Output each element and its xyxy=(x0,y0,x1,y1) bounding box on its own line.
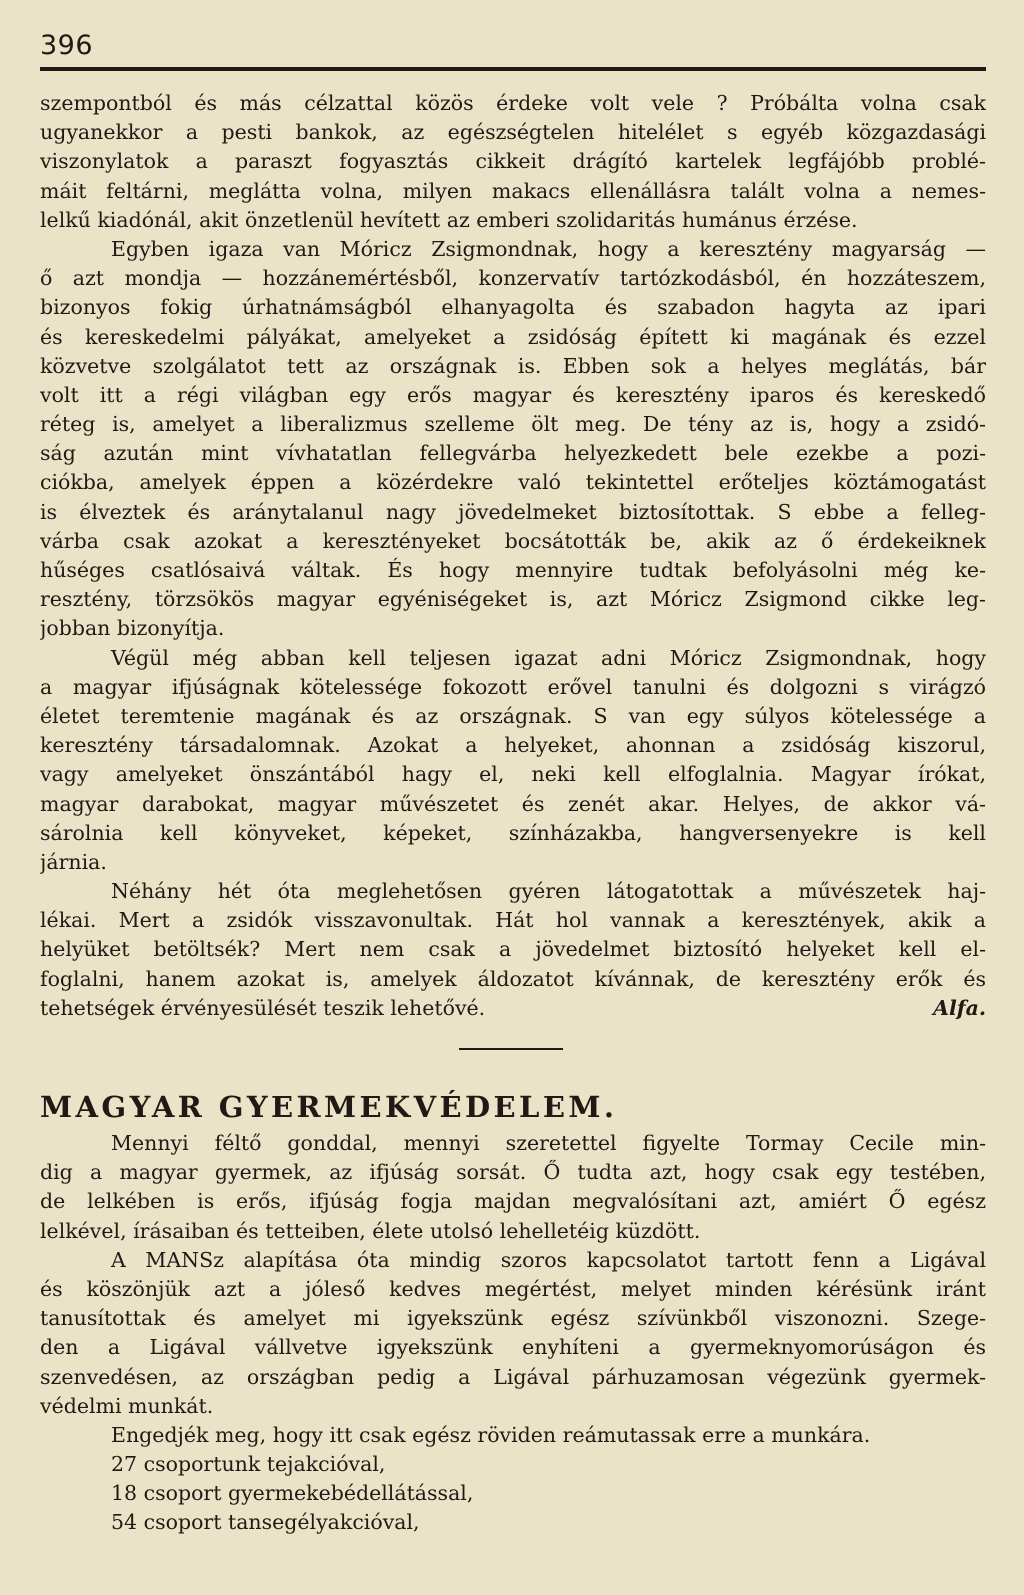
section-heading: MAGYAR GYERMEKVÉDELEM. xyxy=(40,1090,618,1124)
text-line: járnia. xyxy=(40,849,107,874)
text-line: Mennyi féltő gonddal, mennyi szeretettel figyelte Tormay Cecile min- xyxy=(111,1131,986,1155)
text-line: réteg is, amelyet a liberalizmus szelleme ölt meg. De tény az is, hogy a zsidó- xyxy=(40,412,986,437)
text-line: volt itt a régi világban egy erős magyar és keresztény iparos és kereskedő xyxy=(40,382,986,407)
text-line: ság azután mint vívhatatlan fellegvárba helyezkedett bele ezekbe a pozi- xyxy=(40,441,986,466)
text-line: sárolnia kell könyveket, képeket, színházakba, hangversenyekre is kell xyxy=(40,820,986,845)
text-line: dig a magyar gyermek, az ifjúság sorsát. Ő tudta azt, hogy csak egy testében, xyxy=(40,1160,986,1185)
text-line: resztény, törzsökös magyar egyéniségeket is, azt Móricz Zsigmond cikke leg- xyxy=(40,587,986,612)
text-line-content: tehetségek érvényesülését teszik lehetővé. xyxy=(40,995,486,1020)
text-line: ő azt mondja — hozzánemértésből, konzervatív tartózkodásból, én hozzáteszem, xyxy=(40,266,986,291)
text-line: és kereskedelmi pályákat, amelyeket a zsidóság épített ki magának és ezzel xyxy=(40,324,986,349)
text-line: várba csak azokat a keresztényeket bocsátották be, akik az ő érdekeiknek xyxy=(40,528,986,553)
text-line: magyar darabokat, magyar művészetet és zenét akar. Helyes, de akkor vá- xyxy=(40,791,986,816)
text-line: 27 csoportunk tejakcióval, xyxy=(111,1452,386,1477)
text-line: helyüket betöltsék? Mert nem csak a jövedelmet biztosító helyeket kell el- xyxy=(40,937,986,962)
text-line: máit feltárni, meglátta volna, milyen makacs ellenállásra talált volna a nemes- xyxy=(40,178,986,203)
text-line: lelkű kiadónál, akit önzetlenül hevített az emberi szolidaritás humánus érzése. xyxy=(40,207,858,232)
text-line: ugyanekkor a pesti bankok, az egészségtelen hitelélet s egyéb közgazdasági xyxy=(40,120,986,145)
text-line: szempontból és más célzattal közös érdeke volt vele ? Próbálta volna csak xyxy=(40,91,986,115)
author-signature: Alfa. xyxy=(933,995,986,1020)
text-line: foglalni, hanem azokat is, amelyek áldozatot kívánnak, de keresztény erők és xyxy=(40,966,986,991)
text-line: jobban bizonyítja. xyxy=(40,616,225,641)
text-line: 18 csoport gyermekebédellátással, xyxy=(111,1481,474,1506)
text-line: 54 csoport tansegélyakcióval, xyxy=(111,1510,420,1535)
text-line: hűséges csatlósaivá váltak. És hogy mennyire tudtak befolyásolni még ke- xyxy=(40,558,986,582)
text-line: védelmi munkát. xyxy=(40,1393,214,1418)
text-line: bizonyos fokig úrhatnámságból elhanyagolta és szabadon hagyta az ipari xyxy=(40,295,986,320)
text-line: a magyar ifjúságnak kötelessége fokozott erővel tanulni és dolgozni s virágzó xyxy=(40,674,986,699)
text-line: ciókba, amelyek éppen a közérdekre való tekintettel erőteljes köztámogatást xyxy=(40,470,986,495)
text-line: Végül még abban kell teljesen igazat adni Móricz Zsigmondnak, hogy xyxy=(111,645,986,670)
text-line: keresztény társadalomnak. Azokat a helyeket, ahonnan a zsidóság kiszorul, xyxy=(40,733,986,758)
text-line: lelkével, írásaiban és tetteiben, élete utolsó lehelletéig küzdött. xyxy=(40,1218,701,1243)
page-number: 396 xyxy=(40,30,94,61)
text-line: lékai. Mert a zsidók visszavonultak. Hát hol vannak a keresztények, akik a xyxy=(40,908,986,933)
text-line: A MANSz alapítása óta mindig szoros kapcsolatot tartott fenn a Ligával xyxy=(111,1247,986,1272)
text-line: de lelkében is erős, ifjúság fogja majdan megvalósítani azt, amiért Ő egész xyxy=(40,1189,986,1214)
section-divider xyxy=(459,1048,563,1050)
text-line: tanusítottak és amelyet mi igyekszünk egész szívünkből viszonozni. Szege- xyxy=(40,1306,986,1331)
article-alfa-body xyxy=(40,89,986,1023)
text-line: den a Ligával vállvetve igyekszünk enyhíteni a gyermeknyomorúságon és xyxy=(40,1335,986,1360)
text-line: közvetve szolgálatot tett az országnak is. Ebben sok a helyes meglátás, bár xyxy=(40,353,986,378)
article-gyermekvedelem-body xyxy=(40,1129,986,1538)
text-line: is élveztek és aránytalanul nagy jövedelmeket biztosítottak. S ebbe a felleg- xyxy=(40,499,986,524)
text-line xyxy=(40,994,986,1023)
text-line: Egyben igaza van Móricz Zsigmondnak, hogy a keresztény magyarság — xyxy=(111,236,986,261)
header-rule xyxy=(40,67,986,71)
text-line: életet teremtenie magának és az országnak. S van egy súlyos kötelessége a xyxy=(40,703,986,728)
text-line: viszonylatok a paraszt fogyasztás cikkeit drágító kartelek legfájóbb problé- xyxy=(40,149,986,174)
text-line: szenvedésen, az országban pedig a Ligával párhuzamosan végezünk gyermek- xyxy=(40,1364,986,1389)
text-line: Engedjék meg, hogy itt csak egész röviden reámutassak erre a munkára. xyxy=(111,1422,871,1447)
text-line: és köszönjük azt a jóleső kedves megértést, melyet minden kérésünk iránt xyxy=(40,1276,986,1301)
text-line: Néhány hét óta meglehetősen gyéren látogatottak a művészetek haj- xyxy=(111,879,986,904)
text-line: vagy amelyeket önszántából hagy el, neki kell elfoglalnia. Magyar írókat, xyxy=(40,762,986,787)
